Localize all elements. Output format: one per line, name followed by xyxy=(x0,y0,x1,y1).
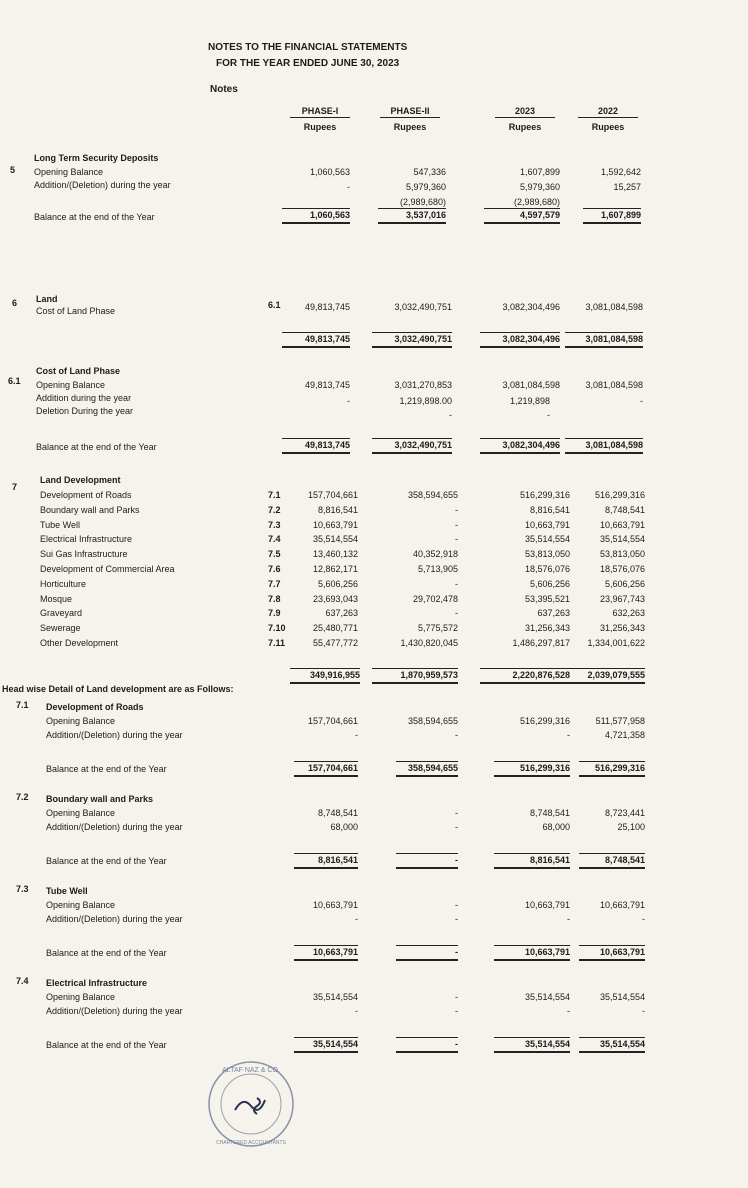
cell-value: 35,514,554 xyxy=(312,992,358,1002)
note-ref: 7.8 xyxy=(268,593,281,604)
cell-value: 516,299,316 xyxy=(519,490,570,500)
cell-value: - xyxy=(455,822,458,832)
total-value: 8,816,541 xyxy=(294,853,358,869)
cell-value: - xyxy=(642,914,645,924)
cell-value: 35,514,554 xyxy=(312,534,358,545)
cell-value: - xyxy=(567,914,570,924)
total-value: 4,597,579 xyxy=(484,208,560,224)
cell-value: 516,299,316 xyxy=(519,716,570,726)
total-value: 49,813,745 xyxy=(282,332,350,348)
total-value: 1,607,899 xyxy=(583,208,641,224)
cell-value: 5,979,360 xyxy=(405,182,446,192)
cell-value: 358,594,655 xyxy=(407,490,458,500)
cell-value: 10,663,791 xyxy=(524,900,570,910)
cell-value: 637,263 xyxy=(325,608,358,619)
cell-value: (2,989,680) xyxy=(399,197,446,207)
note-number: 7.2 xyxy=(16,792,29,802)
note-ref: 7.11 xyxy=(268,638,286,648)
cell-value: - xyxy=(455,808,458,818)
cell-value: 8,748,541 xyxy=(529,808,570,818)
row-label: Sewerage xyxy=(40,623,81,634)
row-label: Cost of Land Phase xyxy=(36,306,116,316)
cell-value: 8,816,541 xyxy=(529,504,570,515)
cell-value: - xyxy=(347,396,350,406)
cell-value: 1,592,642 xyxy=(600,167,641,177)
cell-value: - xyxy=(455,608,458,619)
row-label: Deletion During the year xyxy=(36,406,134,416)
cell-value: 31,256,343 xyxy=(599,623,645,634)
row-label: Mosque xyxy=(40,593,73,604)
row-label: Addition/(Deletion) during the year xyxy=(46,914,183,924)
cell-value: 12,862,171 xyxy=(312,564,358,574)
cell-value: 53,813,050 xyxy=(524,549,570,560)
note-ref: 7.9 xyxy=(268,608,281,619)
section-title: Land Development xyxy=(40,475,121,485)
cell-value: 157,704,661 xyxy=(307,490,358,500)
cell-value: - xyxy=(567,1006,570,1016)
row-label: Opening Balance xyxy=(46,808,116,818)
cell-value: - xyxy=(640,396,643,406)
cell-value: 632,263 xyxy=(612,608,645,619)
cell-value: 4,721,358 xyxy=(604,730,645,740)
cell-value: 547,336 xyxy=(413,167,446,177)
cell-value: 3,081,084,598 xyxy=(585,302,643,312)
row-label: Development of Commercial Area xyxy=(40,564,175,574)
cell-value: 53,395,521 xyxy=(524,593,570,604)
cell-value: 49,813,745 xyxy=(304,380,350,390)
cell-value: - xyxy=(455,900,458,910)
col-unit-phase2: Rupees xyxy=(393,122,427,132)
cell-value: 157,704,661 xyxy=(307,716,358,726)
note-number: 7.1 xyxy=(16,700,29,710)
page-title: NOTES TO THE FINANCIAL STATEMENTS xyxy=(208,42,408,53)
cell-value: 1,486,297,817 xyxy=(512,638,570,648)
note-ref: 7.1 xyxy=(268,490,281,500)
row-label: Addition/(Deletion) during the year xyxy=(34,180,171,190)
row-label: Other Development xyxy=(40,638,119,648)
cell-value: - xyxy=(567,730,570,740)
cell-value: 5,713,905 xyxy=(417,564,458,574)
cell-value: 18,576,076 xyxy=(524,564,570,574)
cell-value: - xyxy=(347,182,350,192)
cell-value: - xyxy=(455,534,458,545)
total-label: Balance at the end of the Year xyxy=(34,212,155,222)
total-value: 35,514,554 xyxy=(294,1037,358,1053)
cell-value: 8,748,541 xyxy=(604,504,645,515)
note-number: 5 xyxy=(10,165,16,175)
cell-value: 10,663,791 xyxy=(599,900,645,910)
cell-value: 68,000 xyxy=(330,822,358,832)
total-value: 1,060,563 xyxy=(282,208,350,224)
cell-value: 31,256,343 xyxy=(524,623,570,634)
cell-value: 55,477,772 xyxy=(312,638,358,648)
total-value: 349,916,955 xyxy=(290,668,360,684)
cell-value: 1,219,898 xyxy=(509,396,550,406)
cell-value: - xyxy=(455,578,458,589)
section-title: Development of Roads xyxy=(46,702,144,712)
col-unit-2022: Rupees xyxy=(591,122,625,132)
cell-value: - xyxy=(547,410,550,420)
cell-value: 637,263 xyxy=(537,608,570,619)
note-ref: 7.6 xyxy=(268,564,281,574)
cell-value: - xyxy=(455,504,458,515)
row-label: Addition during the year xyxy=(36,393,132,403)
total-value: 3,081,084,598 xyxy=(565,438,643,454)
note-number: 7.3 xyxy=(16,884,29,894)
total-value: 35,514,554 xyxy=(494,1037,570,1053)
cell-value: 68,000 xyxy=(542,822,570,832)
cell-value: 8,748,541 xyxy=(317,808,358,818)
cell-value: 1,334,001,622 xyxy=(587,638,645,648)
row-label: Addition/(Deletion) during the year xyxy=(46,822,183,832)
note-ref: 6.1 xyxy=(268,300,281,310)
col-header-2023: 2023 xyxy=(495,106,555,118)
total-label: Balance at the end of the Year xyxy=(46,764,167,774)
cell-value: 3,032,490,751 xyxy=(394,302,452,312)
cell-value: (2,989,680) xyxy=(513,197,560,207)
total-label: Balance at the end of the Year xyxy=(46,1040,167,1050)
total-label: Balance at the end of the Year xyxy=(46,948,167,958)
total-value: - xyxy=(396,945,458,961)
total-value: 8,816,541 xyxy=(494,853,570,869)
col-unit-phase1: Rupees xyxy=(303,122,337,132)
svg-text:ALTAF NAZ & CO.: ALTAF NAZ & CO. xyxy=(222,1067,280,1074)
note-ref: 7.5 xyxy=(268,549,281,560)
total-value: 8,748,541 xyxy=(579,853,645,869)
cell-value: 10,663,791 xyxy=(524,519,570,530)
row-label: Graveyard xyxy=(40,608,83,619)
section-title: Boundary wall and Parks xyxy=(46,794,154,804)
total-value: 35,514,554 xyxy=(579,1037,645,1053)
col-unit-2023: Rupees xyxy=(508,122,542,132)
cell-value: 15,257 xyxy=(613,182,641,192)
cell-value: - xyxy=(455,519,458,530)
row-label: Opening Balance xyxy=(46,900,116,910)
cell-value: 35,514,554 xyxy=(524,534,570,545)
cell-value: 40,352,918 xyxy=(412,549,458,560)
cell-value: 5,606,256 xyxy=(604,578,645,589)
row-label: Opening Balance xyxy=(46,716,116,726)
note-ref: 7.4 xyxy=(268,534,281,545)
row-label: Development of Roads xyxy=(40,490,132,500)
cell-value: 5,606,256 xyxy=(529,578,570,589)
col-header-phase1: PHASE-I xyxy=(290,106,350,118)
cell-value: - xyxy=(355,1006,358,1016)
cell-value: - xyxy=(449,410,452,420)
total-value: 3,082,304,496 xyxy=(480,332,560,348)
cell-value: 1,607,899 xyxy=(519,167,560,177)
cell-value: 53,813,050 xyxy=(599,549,645,560)
cell-value: - xyxy=(455,914,458,924)
cell-value: 25,100 xyxy=(617,822,645,832)
total-value: - xyxy=(396,1037,458,1053)
total-value: 358,594,655 xyxy=(396,761,458,777)
total-value: 10,663,791 xyxy=(294,945,358,961)
total-value: 3,537,016 xyxy=(378,208,446,224)
note-number: 7 xyxy=(12,482,18,492)
total-value: 3,082,304,496 xyxy=(480,438,560,454)
note-ref: 7.7 xyxy=(268,578,281,589)
cell-value: 10,663,791 xyxy=(312,900,358,910)
row-label: Boundary wall and Parks xyxy=(40,504,140,515)
total-label: Balance at the end of the Year xyxy=(46,856,167,866)
cell-value: 1,430,820,045 xyxy=(400,638,458,648)
notes-column-label: Notes xyxy=(210,84,238,95)
cell-value: 35,514,554 xyxy=(524,992,570,1002)
total-value: 516,299,316 xyxy=(494,761,570,777)
section-title: Electrical Infrastructure xyxy=(46,978,148,988)
cell-value: 1,060,563 xyxy=(309,167,350,177)
svg-text:CHARTERED ACCOUNTANTS: CHARTERED ACCOUNTANTS xyxy=(216,1140,286,1146)
total-value: 1,870,959,573 xyxy=(372,668,458,684)
cell-value: 516,299,316 xyxy=(594,490,645,500)
note-ref: 7.2 xyxy=(268,504,281,515)
cell-value: 1,219,898.00 xyxy=(399,396,452,406)
cell-value: 23,967,743 xyxy=(599,593,645,604)
total-value: 3,081,084,598 xyxy=(565,332,643,348)
total-value: 516,299,316 xyxy=(579,761,645,777)
cell-value: 8,816,541 xyxy=(317,504,358,515)
note-number: 7.4 xyxy=(16,976,29,986)
total-value: 3,032,490,751 xyxy=(372,438,452,454)
col-header-2022: 2022 xyxy=(578,106,638,118)
cell-value: - xyxy=(355,730,358,740)
row-label: Opening Balance xyxy=(34,167,104,177)
cell-value: 5,606,256 xyxy=(317,578,358,589)
cell-value: 13,460,132 xyxy=(312,549,358,560)
cell-value: 511,577,958 xyxy=(595,716,645,726)
total-value: 3,032,490,751 xyxy=(372,332,452,348)
cell-value: - xyxy=(642,1006,645,1016)
cell-value: 35,514,554 xyxy=(599,992,645,1002)
total-value: 10,663,791 xyxy=(494,945,570,961)
row-label: Electrical Infrastructure xyxy=(40,534,133,545)
cell-value: - xyxy=(355,914,358,924)
cell-value: 29,702,478 xyxy=(412,593,458,604)
cell-value: 3,081,084,598 xyxy=(502,380,560,390)
note-number: 6.1 xyxy=(8,376,21,386)
col-header-phase2: PHASE-II xyxy=(380,106,440,118)
cell-value: 35,514,554 xyxy=(599,534,645,545)
total-value: - xyxy=(396,853,458,869)
cell-value: 3,031,270,853 xyxy=(394,380,452,390)
section-title: Long Term Security Deposits xyxy=(34,153,159,163)
total-value: 2,220,876,528 xyxy=(480,668,570,684)
cell-value: 8,723,441 xyxy=(604,808,645,818)
section-title: Tube Well xyxy=(46,886,88,896)
cell-value: - xyxy=(455,730,458,740)
cell-value: - xyxy=(455,992,458,1002)
note-number: 6 xyxy=(12,298,18,308)
cell-value: 23,693,043 xyxy=(312,593,358,604)
cell-value: 10,663,791 xyxy=(599,519,645,530)
page-subtitle: FOR THE YEAR ENDED JUNE 30, 2023 xyxy=(216,58,400,69)
auditor-stamp xyxy=(205,1058,297,1150)
section-title: Land xyxy=(36,294,58,304)
section-title: Cost of Land Phase xyxy=(36,366,121,376)
cell-value: 5,979,360 xyxy=(519,182,560,192)
cell-value: 3,082,304,496 xyxy=(502,302,560,312)
note-ref: 7.10 xyxy=(268,623,286,634)
cell-value: 10,663,791 xyxy=(312,519,358,530)
total-label: Balance at the end of the Year xyxy=(36,442,157,452)
row-label: Addition/(Deletion) during the year xyxy=(46,730,183,740)
row-label: Opening Balance xyxy=(36,380,106,390)
cell-value: 49,813,745 xyxy=(304,302,350,312)
row-label: Addition/(Deletion) during the year xyxy=(46,1006,183,1016)
cell-value: 25,480,771 xyxy=(312,623,358,634)
headwise-title: Head wise Detail of Land development are as Follows: xyxy=(2,684,234,694)
total-value: 49,813,745 xyxy=(282,438,350,454)
row-label: Sui Gas Infrastructure xyxy=(40,549,128,560)
cell-value: - xyxy=(455,1006,458,1016)
cell-value: 358,594,655 xyxy=(407,716,458,726)
total-value: 2,039,079,555 xyxy=(565,668,645,684)
cell-value: 3,081,084,598 xyxy=(585,380,643,390)
cell-value: 18,576,076 xyxy=(599,564,645,574)
row-label: Horticulture xyxy=(40,578,87,589)
row-label: Tube Well xyxy=(40,519,81,530)
row-label: Opening Balance xyxy=(46,992,116,1002)
total-value: 157,704,661 xyxy=(294,761,358,777)
note-ref: 7.3 xyxy=(268,519,281,530)
total-value: 10,663,791 xyxy=(579,945,645,961)
cell-value: 5,775,572 xyxy=(417,623,458,634)
